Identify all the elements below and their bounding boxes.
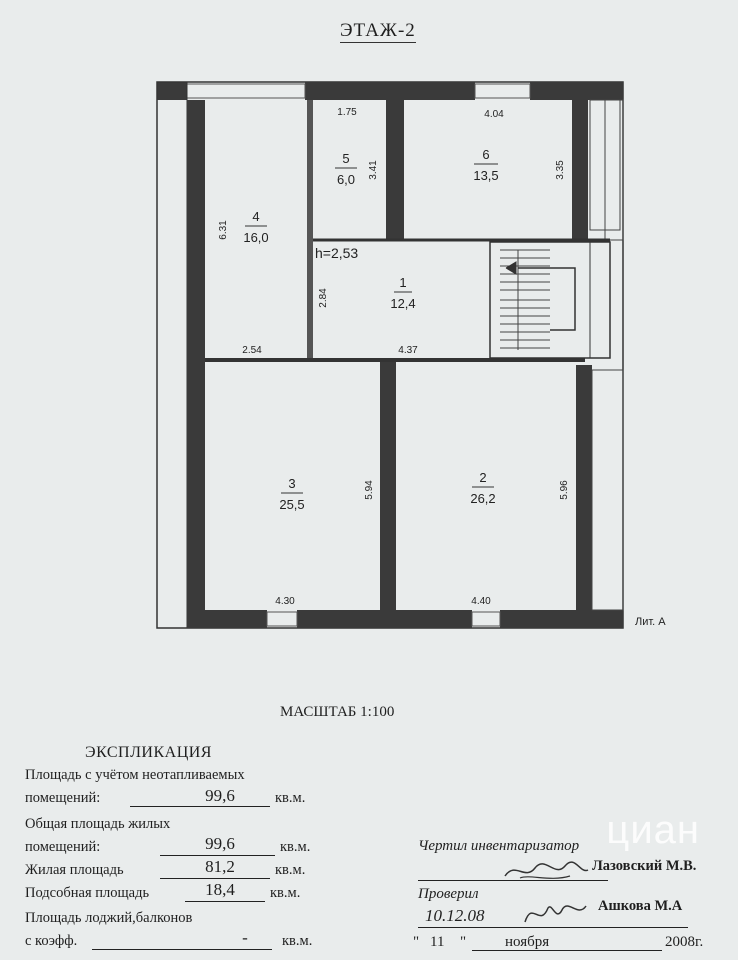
window-bottom-2 bbox=[472, 612, 500, 626]
wall-4-5 bbox=[307, 100, 313, 358]
room-area: 26,2 bbox=[470, 491, 496, 506]
wall-bottom-3 bbox=[500, 610, 623, 628]
wall-top-1 bbox=[157, 82, 187, 100]
unit-label: кв.м. bbox=[270, 885, 301, 901]
room-area: 25,5 bbox=[279, 497, 305, 512]
wall-right-lower-outline bbox=[592, 370, 623, 610]
window-top-2 bbox=[475, 84, 530, 98]
wall-right-upper bbox=[572, 100, 588, 240]
dim-label: 3.35 bbox=[555, 160, 566, 180]
explication-line: Подсобная площадь bbox=[25, 885, 150, 901]
value-living-area: 81,2 bbox=[205, 857, 235, 876]
explication-line: помещений: bbox=[25, 839, 101, 855]
wall-bottom-2 bbox=[297, 610, 472, 628]
window-bottom-1 bbox=[267, 612, 297, 626]
dim-label: 4.40 bbox=[471, 596, 491, 607]
value-underline bbox=[160, 878, 270, 879]
drew-label: Чертил инвентаризатор bbox=[418, 838, 580, 854]
value-total-living: 99,6 bbox=[205, 834, 235, 853]
drew-name: Лазовский М.В. bbox=[592, 858, 697, 874]
unit-label: кв.м. bbox=[275, 862, 306, 878]
wall-top-3 bbox=[530, 82, 623, 100]
room-number: 1 bbox=[399, 275, 407, 290]
room-2 bbox=[470, 470, 495, 506]
value-total-with-unheated: 99,6 bbox=[205, 786, 235, 805]
dim-label: 2.84 bbox=[318, 288, 329, 308]
day-close-quote: " bbox=[460, 934, 467, 950]
height-label: h=2,53 bbox=[315, 245, 359, 261]
day-open-quote: " bbox=[413, 934, 420, 950]
room-area: 13,5 bbox=[473, 168, 499, 183]
dim-label: 4.37 bbox=[398, 345, 418, 356]
room-area: 12,4 bbox=[390, 296, 416, 311]
wall-3-2 bbox=[380, 362, 396, 610]
explication-line: Общая площадь жилых bbox=[25, 816, 171, 832]
unit-label: кв.м. bbox=[282, 933, 313, 949]
value-underline bbox=[92, 949, 272, 950]
room-1 bbox=[390, 275, 415, 311]
checked-signature-icon bbox=[520, 898, 590, 928]
wall-right-lower bbox=[576, 365, 592, 610]
unit-label: кв.м. bbox=[280, 839, 311, 855]
value-auxiliary-area: 18,4 bbox=[205, 880, 235, 899]
stair-arrow-path bbox=[518, 268, 575, 330]
stair-treads bbox=[500, 250, 550, 350]
date-line bbox=[472, 950, 662, 951]
room-area: 16,0 bbox=[243, 230, 269, 245]
window-top-1 bbox=[187, 84, 305, 98]
wall-5-6 bbox=[386, 100, 404, 240]
wall-bottom-1 bbox=[187, 610, 267, 628]
month: ноября bbox=[505, 934, 550, 950]
explication-heading: ЭКСПЛИКАЦИЯ bbox=[85, 744, 212, 761]
explication-line: Площадь лоджий,балконов bbox=[25, 910, 193, 926]
room-4 bbox=[243, 209, 268, 245]
lit-label: Лит. А bbox=[635, 616, 666, 628]
drew-signature-icon bbox=[500, 856, 590, 886]
watermark: циан bbox=[606, 808, 700, 852]
explication-line: Площадь с учётом неотапливаемых bbox=[25, 767, 245, 783]
stair-arrow-head bbox=[506, 262, 516, 274]
room-number: 6 bbox=[482, 147, 490, 162]
dim-label: 4.30 bbox=[275, 596, 295, 607]
scale-label: МАСШТАБ 1:100 bbox=[280, 704, 395, 720]
checked-label: Проверил bbox=[418, 886, 479, 902]
value-underline bbox=[185, 901, 265, 902]
explication-line: Жилая площадь bbox=[25, 862, 124, 878]
dim-label: 4.04 bbox=[484, 109, 504, 120]
wall-top-2 bbox=[305, 82, 475, 100]
wall-left-inner bbox=[187, 100, 205, 610]
unit-label: кв.м. bbox=[275, 790, 306, 806]
room-number: 4 bbox=[252, 209, 260, 224]
value-loggia-area: - bbox=[242, 928, 248, 947]
dim-label: 5.94 bbox=[364, 480, 375, 500]
dim-label: 6.31 bbox=[218, 220, 229, 240]
checked-date: 10.12.08 bbox=[425, 906, 485, 925]
room-6 bbox=[473, 147, 498, 183]
dim-label: 2.54 bbox=[242, 345, 262, 356]
room-3 bbox=[279, 476, 304, 512]
explication-line: помещений: bbox=[25, 790, 101, 806]
explication-line: с коэфф. bbox=[25, 933, 78, 949]
room-area: 6,0 bbox=[336, 172, 356, 187]
wall-left bbox=[157, 82, 187, 628]
room-number: 3 bbox=[288, 476, 296, 491]
value-underline bbox=[130, 806, 270, 807]
day: 11 bbox=[430, 934, 445, 950]
dim-label: 1.75 bbox=[337, 107, 357, 118]
room-5 bbox=[335, 151, 357, 187]
value-underline bbox=[160, 855, 275, 856]
dim-label: 3.41 bbox=[368, 160, 379, 180]
room-number: 5 bbox=[342, 151, 350, 166]
dim-label: 5.96 bbox=[559, 480, 570, 500]
checked-name: Ашкова М.А bbox=[598, 898, 683, 914]
year: 2008г. bbox=[665, 934, 704, 950]
floor-title: ЭТАЖ-2 bbox=[340, 20, 416, 41]
room-number: 2 bbox=[479, 470, 487, 485]
